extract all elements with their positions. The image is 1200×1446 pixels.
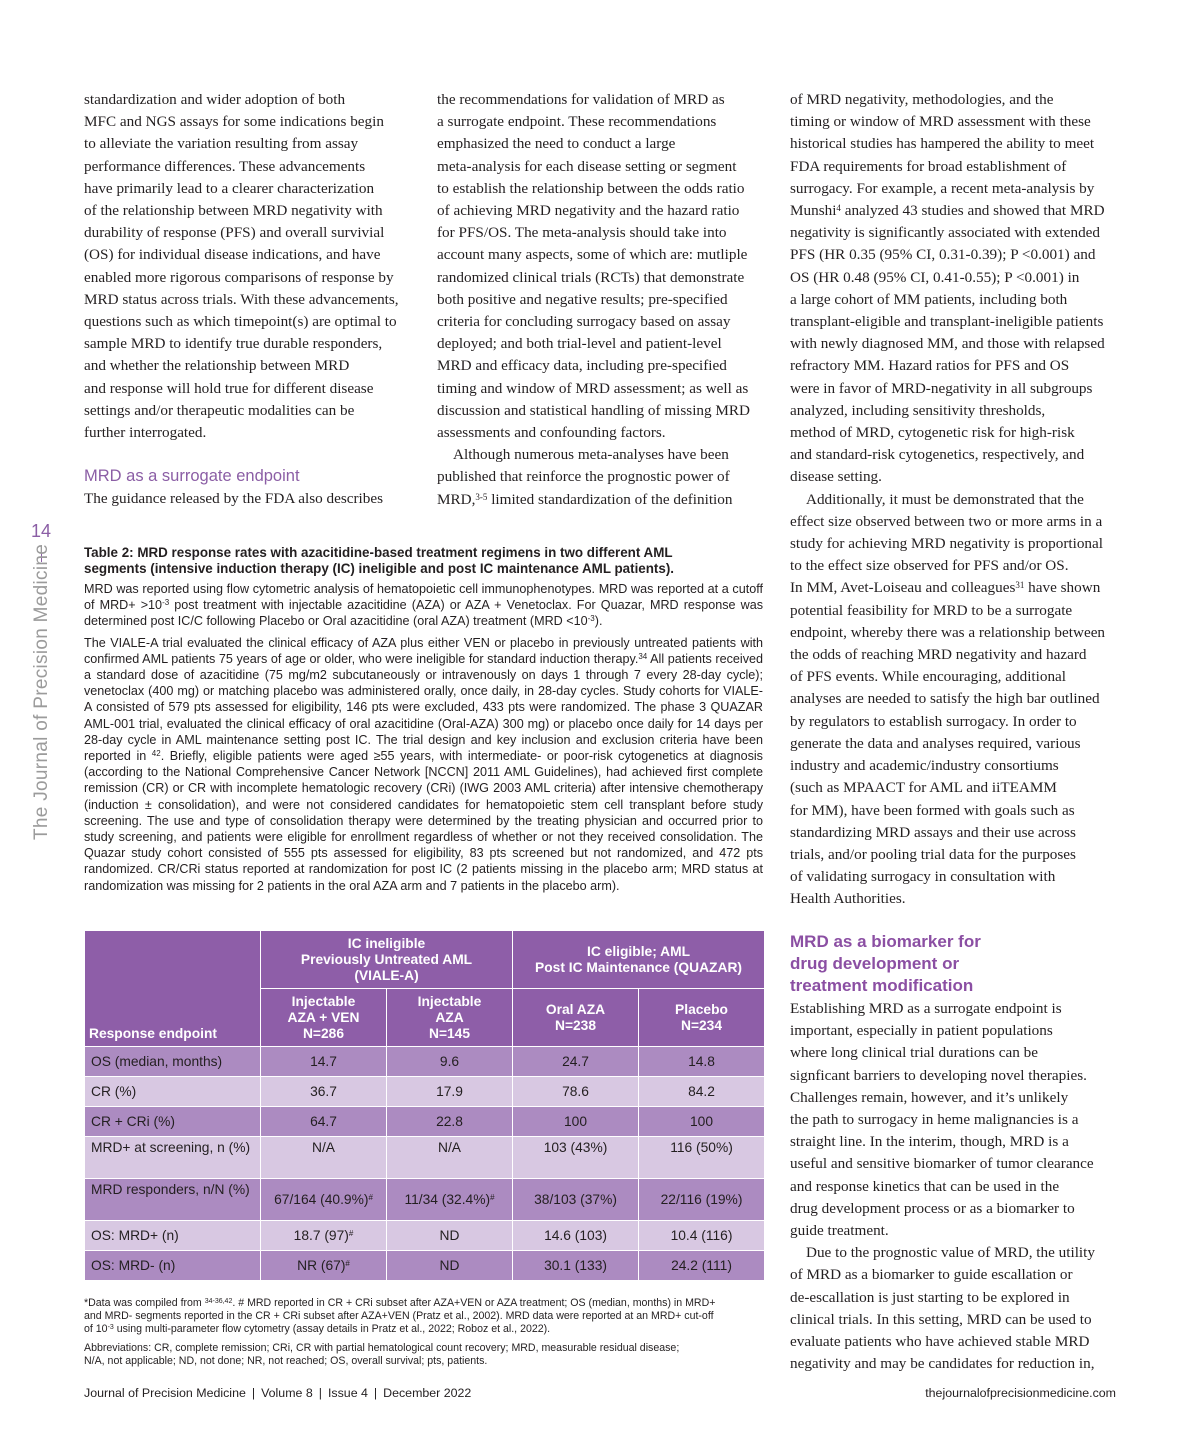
cell: N/A [261, 1137, 387, 1179]
footer-volume: Volume 8 [261, 1386, 313, 1400]
text-line: timing or window of MRD assessment with these [790, 113, 1091, 131]
text-line: and response kinetics that can be used in the [790, 1177, 1060, 1195]
text-line: FDA requirements for broad establishment of [790, 157, 1067, 175]
text-fragment: post treatment with injectable azacitidine (AZA) or AZA + Venetoclax. For Quazar, MRD response was determined post IC/C following Placebo or Oral azacitidine (oral AZA) treatment (MRD <10 [84, 598, 763, 629]
text-line: straight line. In the interim, though, MRD is a [790, 1133, 1069, 1151]
text-line: randomized clinical trials (RCTs) that demonstrate [437, 268, 745, 286]
text-fragment: of 10 [84, 1323, 108, 1336]
footnote-mark: # [348, 1228, 354, 1238]
text-line: questions such as which timepoint(s) are optimal to [84, 313, 397, 331]
table-row [85, 1047, 765, 1077]
section-heading-surrogate: MRD as a surrogate endpoint [84, 467, 300, 485]
text-line: of PFS events. While encouraging, additional [790, 668, 1066, 686]
text-line: for PFS/OS. The meta-analysis should take into [437, 224, 727, 242]
running-head: The Journal of Precision Medicine [31, 543, 52, 840]
text-line: The guidance released by the FDA also describes [84, 490, 384, 507]
text-fragment: All patients received a standard dose of azacitidine (75 mg/m2 subcutaneously or intravenously on days 1 through 7 every 28-day cycle); venetoclax (400 mg) or matching placebo was administered orally, once daily, in 28-day cycles. Study cohorts for VIALE-A consisted of 579 pts assessed for eligibility, 146 pts were excluded, 433 pts were randomized. The phase 3 QUAZAR AML-001 trial, evaluated the clinical efficacy of oral azacitidine (Oral-AZA) 300 mg) or placebo once daily for 14 days per 28-day cycle in AML maintenance setting post IC. The trial design and key inclusion and exclusion criteria have been reported in [84, 651, 763, 764]
text-line: sample MRD to identify true durable responders, [84, 335, 383, 353]
table-row [85, 1077, 765, 1107]
header-group-viale [261, 931, 513, 989]
text-line: meta-analysis for each disease setting or segment [437, 157, 737, 175]
cell: 10.4 (116) [639, 1221, 765, 1251]
header-line: Placebo [675, 1001, 728, 1017]
table-footnote [84, 1297, 774, 1368]
text-line: emphasized the need to conduct a large [437, 135, 676, 153]
table-row [85, 1107, 765, 1137]
header-oral-aza [513, 989, 639, 1047]
text-line: signficant barriers to developing novel therapies. [790, 1066, 1087, 1084]
text-line: analyzed, including sensitivity thresholds, [790, 401, 1046, 419]
cell: 84.2 [639, 1077, 765, 1107]
text-line: study for achieving MRD negativity is proportional [790, 535, 1103, 553]
cell: 14.6 (103) [513, 1221, 639, 1251]
superscript: -3 [587, 614, 595, 624]
text-line: where long clinical trial durations can be [790, 1044, 1038, 1062]
citation: 34 [638, 651, 648, 661]
text-line: Due to the prognostic value of MRD, the utility [806, 1244, 1095, 1262]
text-line: a surrogate endpoint. These recommendations [437, 113, 717, 131]
text-fragment: limited standardization of the definition [487, 490, 733, 508]
text-line: surrogacy. For example, a recent meta-analysis by [790, 179, 1095, 197]
page-number: 14 [31, 521, 52, 541]
citation: 4 [836, 203, 841, 214]
abbreviations-line: N/A, not applicable; ND, not done; NR, not reached; OS, overall survival; pts, patients. [84, 1354, 488, 1367]
header-line: IC eligible; AML [587, 943, 690, 959]
text-line: potential feasibility for MRD to be a surrogate [790, 601, 1073, 619]
text-line: a large cohort of MM patients, including both [790, 290, 1068, 308]
text-fragment: MRD was reported using flow cytometric analysis of hematopoietic cell immunophenotypes. MRD was reported at a cutoff of MRD+ >10 [84, 582, 763, 613]
cell: 22/116 (19%) [639, 1179, 765, 1221]
cell-text: 11/34 (32.4%) [404, 1191, 491, 1207]
header-placebo [639, 989, 765, 1047]
footnote-mark: # [490, 1192, 495, 1202]
cell: 17.9 [387, 1077, 513, 1107]
text-line: were in favor of MRD-negativity in all subgroups [790, 379, 1093, 397]
header-line: IC ineligible [347, 935, 426, 951]
text-line [437, 489, 772, 511]
header-line: AZA + VEN [287, 1009, 360, 1025]
table-title-line: segments (intensive induction therapy (IC) ineligible and post IC maintenance AML patients). [84, 561, 675, 576]
text-line: MRD status across trials. With these advancements, [84, 290, 399, 308]
text-line: (such as MPAACT for AML and iiTEAMM [790, 779, 1057, 797]
text-line: standardizing MRD assays and their use across [790, 823, 1076, 841]
text-line: Health Authorities. [790, 890, 906, 908]
text-line: endpoint, whereby there was a relationship between [790, 623, 1106, 641]
cell: 116 (50%) [639, 1137, 765, 1179]
footer-issue: Issue 4 [327, 1386, 368, 1400]
header-aza [387, 989, 513, 1047]
text-fragment: MRD, [437, 490, 476, 508]
cell: 78.6 [513, 1077, 639, 1107]
header-line: (VIALE-A) [354, 967, 419, 983]
table-title-line: Table 2: MRD response rates with azacitidine-based treatment regimens in two different AML [84, 545, 673, 560]
citation: 31 [1015, 580, 1025, 591]
response-table [84, 930, 765, 1281]
cell [387, 1179, 513, 1221]
text-line: trials, and/or pooling trial data for the purposes [790, 845, 1076, 863]
table-row [85, 1251, 765, 1281]
text-line: and response will hold true for different disease [84, 379, 374, 397]
text-line: performance differences. These advancements [84, 157, 366, 175]
text-fragment: The VIALE-A trial evaluated the clinical efficacy of AZA plus either VEN or placebo in previously untreated patients with confirmed AML patients 75 years of age or older, who were ineligible for standard induction therapy. [84, 635, 763, 666]
text-fragment: have shown [1024, 579, 1101, 597]
text-line: negativity and may be candidates for reduction in, [790, 1355, 1095, 1373]
heading-line: drug development or [790, 954, 960, 973]
text-fragment: . # MRD reported in CR + CRi subset after AZA+VEN or AZA treatment; OS (median, months) in MRD+ [232, 1297, 716, 1309]
cell: 36.7 [261, 1077, 387, 1107]
text-line: drug development process or as a biomarker to [790, 1199, 1075, 1217]
cell-text: NR (67) [297, 1257, 346, 1273]
text-line: (OS) for individual disease indications, and have [84, 246, 381, 264]
text-line: to alleviate the variation resulting from assay [84, 135, 359, 153]
footnote-line: and MRD- segments reported in the CR + CRi subset after AZA+VEN (Pratz et al., 2002). MRD data were reported at an MRD+ cut-off [84, 1310, 714, 1323]
column-1-continued [84, 488, 383, 510]
text-line: deployed; and both trial-level and patient-level [437, 335, 722, 353]
header-line: AZA [435, 1009, 464, 1025]
text-line: durability of response (PFS) and overall survivial [84, 224, 385, 242]
header-aza-ven [261, 989, 387, 1047]
cell: 24.7 [513, 1047, 639, 1077]
text-line: clinical trials. In this setting, MRD can be used to [790, 1310, 1092, 1328]
text-line: the recommendations for validation of MRD as [437, 91, 725, 108]
cell: 14.8 [639, 1047, 765, 1077]
text-line: discussion and statistical handling of missing MRD [437, 401, 751, 419]
text-line: Establishing MRD as a surrogate endpoint is [790, 1000, 1062, 1017]
cell: 64.7 [261, 1107, 387, 1137]
footnote-mark: # [345, 1258, 350, 1268]
abbreviations-line: Abbreviations: CR, complete remission; CRi, CR with partial hematological count recovery; MRD, measurable residual disease; [84, 1341, 680, 1354]
caption-paragraph [84, 581, 763, 630]
row-label: CR (%) [85, 1077, 261, 1107]
header-line: N=238 [554, 1017, 597, 1033]
footnote-mark: # [368, 1192, 373, 1202]
text-line: criteria for concluding surrogacy based on assay [437, 313, 731, 331]
cell: 24.2 (111) [639, 1251, 765, 1281]
header-group-quazar [513, 931, 765, 989]
footnote-line [84, 1323, 774, 1336]
heading-line: MRD as a biomarker for [790, 932, 981, 951]
footer-journal: Journal of Precision Medicine [84, 1386, 246, 1400]
row-label: CR + CRi (%) [85, 1107, 261, 1137]
section-heading-biomarker [790, 931, 981, 997]
cell [261, 1221, 387, 1251]
text-line: de-escallation is just starting to be explored in [790, 1288, 1070, 1306]
cell: 9.6 [387, 1047, 513, 1077]
text-line: assessments and confounding factors. [437, 424, 666, 442]
text-line: further interrogated. [84, 424, 207, 442]
footer-date: December 2022 [383, 1386, 472, 1400]
text-fragment: *Data was compiled from [84, 1297, 205, 1309]
text-line: important, especially in patient populations [790, 1022, 1053, 1040]
text-line: method of MRD, cytogenetic risk for high-risk [790, 424, 1075, 442]
cell: 100 [639, 1107, 765, 1137]
row-label: OS: MRD- (n) [85, 1251, 261, 1281]
table-row [85, 1221, 765, 1251]
header-line: Injectable [291, 993, 356, 1009]
text-line: timing and window of MRD assessment; as well as [437, 379, 749, 397]
text-line: evaluate patients who have achieved stable MRD [790, 1333, 1090, 1351]
footnote-line [84, 1297, 774, 1310]
text-line: historical studies has hampered the ability to meet [790, 135, 1095, 153]
text-line: refractory MM. Hazard ratios for PFS and OS [790, 357, 1070, 375]
text-line: OS (HR 0.48 (95% CI, 0.41-0.55); P <0.001) in [790, 268, 1080, 286]
column-3 [790, 89, 1120, 911]
text-line: useful and sensitive biomarker of tumor clearance [790, 1155, 1094, 1173]
header-line: N=145 [428, 1025, 471, 1041]
table-row [85, 1179, 765, 1221]
caption-paragraph [84, 635, 763, 894]
cell: 22.8 [387, 1107, 513, 1137]
header-line: Oral AZA [545, 1001, 606, 1017]
text-line: the path to surrogacy in heme malignancies is a [790, 1111, 1079, 1129]
row-label: OS: MRD+ (n) [85, 1221, 261, 1251]
cell: ND [387, 1251, 513, 1281]
text-line: both positive and negative results; pre-specified [437, 290, 728, 308]
cell: 14.7 [261, 1047, 387, 1077]
text-fragment: using multi-parameter flow cytometry (assay details in Pratz et al., 2022; Roboz et al., 2022). [113, 1323, 551, 1336]
text-line: disease setting. [790, 468, 882, 486]
cell: 38/103 (37%) [513, 1179, 639, 1221]
text-line: of the relationship between MRD negativity with [84, 202, 383, 220]
text-line: account many aspects, some of which are: mutliple [437, 246, 748, 264]
text-line: enabled more rigorous comparisons of response by [84, 268, 394, 286]
text-line: to establish the relationship between the odds ratio [437, 179, 745, 197]
cell: ND [387, 1221, 513, 1251]
citation: 42 [151, 749, 161, 759]
header-response-endpoint: Response endpoint [85, 931, 261, 1047]
text-line: Challenges remain, however, and it’s unlikely [790, 1088, 1069, 1106]
cell: N/A [387, 1137, 513, 1179]
row-label: OS (median, months) [85, 1047, 261, 1077]
cell: 100 [513, 1107, 639, 1137]
text-line: MFC and NGS assays for some indications begin [84, 113, 384, 131]
header-line: Previously Untreated AML [300, 951, 473, 967]
superscript: -3 [162, 598, 170, 608]
row-label: MRD+ at screening, n (%) [85, 1137, 261, 1179]
text-fragment: In MM, Avet-Loiseau and colleagues [790, 579, 1016, 597]
text-line [790, 577, 1120, 599]
text-line: guide treatment. [790, 1222, 889, 1240]
text-fragment: ). [594, 614, 603, 629]
cell-text: 18.7 (97) [293, 1227, 349, 1243]
header-line: N=286 [302, 1025, 345, 1041]
row-label: MRD responders, n/N (%) [85, 1179, 261, 1221]
text-line: and whether the relationship between MRD [84, 357, 350, 375]
text-line [790, 200, 1120, 222]
cell: 30.1 (133) [513, 1251, 639, 1281]
text-line: generate the data and analyses required, various [790, 734, 1081, 752]
text-line: to the effect size observed for PFS and/or OS. [790, 557, 1069, 575]
heading-line: treatment modification [790, 976, 974, 995]
text-line: the odds of reaching MRD negativity and hazard [790, 646, 1087, 664]
header-line: Post IC Maintenance (QUAZAR) [535, 959, 742, 975]
text-line: of validating surrogacy in consultation with [790, 868, 1056, 886]
text-line: and standard-risk cytogenetics, respectively, and [790, 446, 1085, 464]
footer-site: thejournalofprecisionmedicine.com [925, 1386, 1116, 1400]
citation: 34-36,42 [204, 1298, 233, 1305]
text-line: have primarily lead to a clearer characterization [84, 179, 375, 197]
column-3-continued [790, 998, 1120, 1375]
text-line: industry and academic/industry consortiums [790, 757, 1059, 775]
text-line: of achieving MRD negativity and the hazard ratio [437, 202, 740, 220]
text-line: standardization and wider adoption of both [84, 91, 346, 108]
text-line: settings and/or therapeutic modalities can be [84, 401, 355, 419]
table-row [85, 1137, 765, 1179]
text-line: PFS (HR 0.35 (95% CI, 0.31-0.39); P <0.001) and [790, 246, 1096, 264]
text-fragment: Munshi [790, 202, 837, 220]
footer-left: Journal of Precision Medicine | Volume 8 | Issue 4 | December 2022 [84, 1386, 472, 1400]
column-1 [84, 89, 419, 444]
header-line: Injectable [417, 993, 482, 1009]
table-title [84, 545, 763, 577]
text-line: of MRD as a biomarker to guide escallation or [790, 1266, 1073, 1284]
text-line: effect size observed between two or more arms in a [790, 512, 1103, 530]
text-line: negativity is significantly associated with extended [790, 224, 1101, 242]
text-line: by regulators to establish surrogacy. In order to [790, 712, 1077, 730]
text-line: published that reinforce the prognostic power of [437, 468, 730, 486]
text-line: with newly diagnosed MM, and those with relapsed [790, 335, 1105, 353]
cell [261, 1251, 387, 1281]
text-line: of MRD negativity, methodologies, and the [790, 91, 1054, 108]
cell: 103 (43%) [513, 1137, 639, 1179]
text-line: MRD and efficacy data, including pre-specified [437, 357, 727, 375]
superscript: -3 [107, 1324, 114, 1332]
text-line: transplant-eligible and transplant-ineligible patients [790, 313, 1104, 331]
text-line: analyses are needed to satisfy the high bar outlined [790, 690, 1100, 708]
text-line: Additionally, it must be demonstrated that the [806, 490, 1084, 508]
text-line: for MM), have been formed with goals such as [790, 801, 1075, 819]
text-line: Although numerous meta-analyses have been [453, 446, 729, 464]
cell-text: 67/164 (40.9%) [274, 1191, 369, 1207]
text-fragment: . Briefly, eligible patients were aged ≥55 years, with intermediate- or poor-risk cytogenetics at diagnosis (according to the National Comprehensive Cancer Network [NCCN] 2011 AML Guidelines), had achieved first complete remission (CR) or CR with incomplete hematologic recovery (CRi) (IWG 2003 AML criteria) after intensive chemotherapy (induction ± consolidation), and were not considered candidates for hematopoietic stem cell transplant before study screening. The use and type of consolidation therapy were determined by the treating physician and occurred prior to study screening, and patients were eligible for enrollment regardless of whether or not they received consolidation. The Quazar study cohort consisted of 555 pts assessed for eligibility, 83 pts screened but not randomized, and 472 pts randomized. CR/CRi status reported at randomization for post IC (2 patients missing in the placebo arm; MRD status at randomization was missing for 2 patients in the oral AZA arm and 7 patients in the placebo arm). [84, 749, 763, 893]
table-caption [84, 545, 763, 894]
text-fragment: analyzed 43 studies and showed that MRD [840, 202, 1105, 220]
header-line: N=234 [680, 1017, 723, 1033]
column-2 [437, 89, 772, 511]
cell [261, 1179, 387, 1221]
citation: 3-5 [475, 491, 488, 502]
